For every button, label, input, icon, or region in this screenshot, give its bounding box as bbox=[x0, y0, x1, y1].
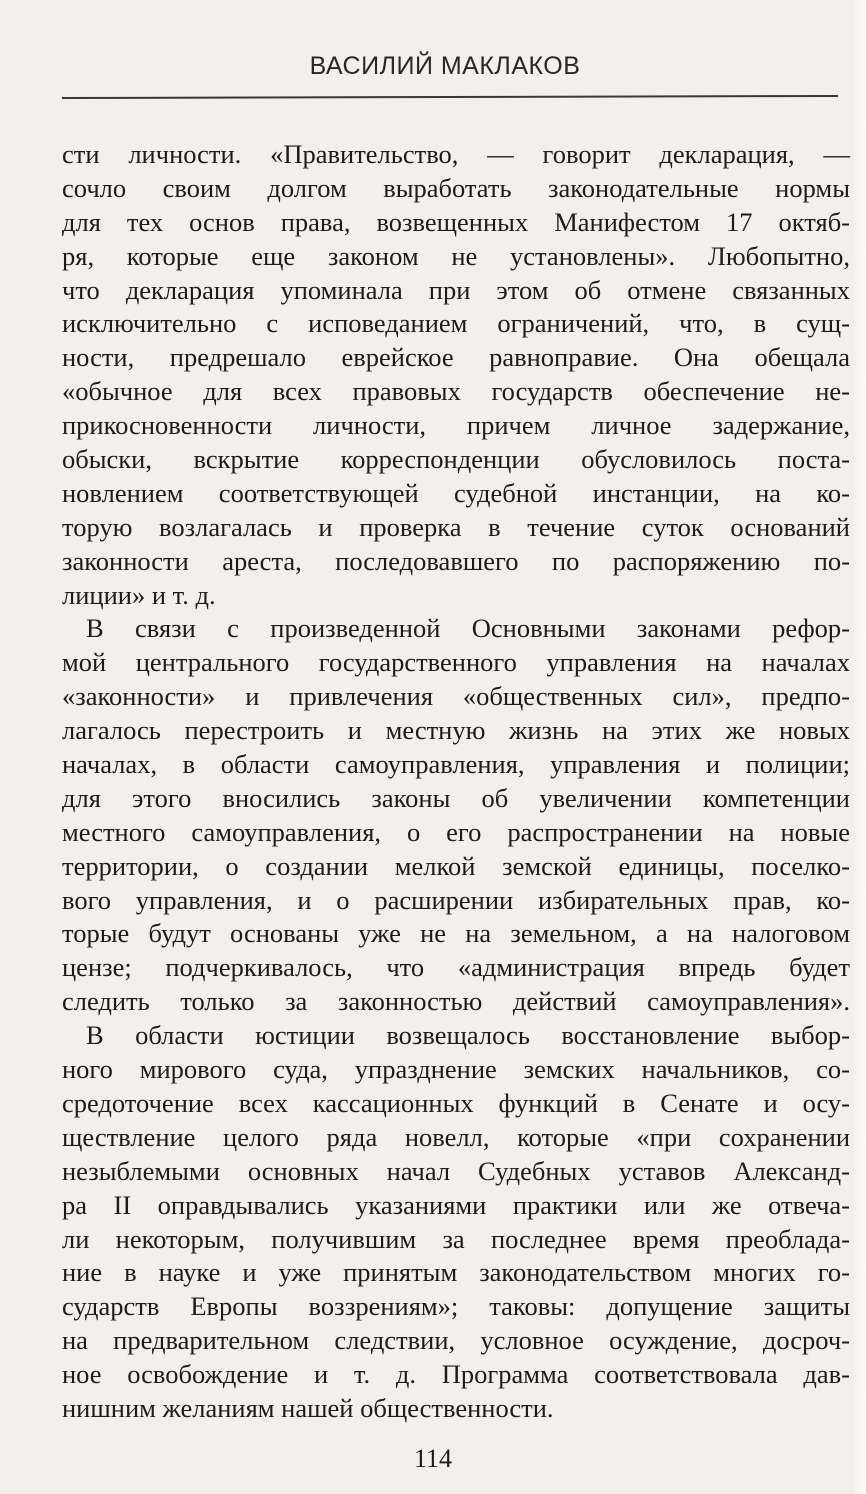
text-line: ное освобождение и т. д. Программа соответствовала дав- bbox=[62, 1359, 850, 1390]
text-line: средоточение всех кассационных функций в Сенате и осу- bbox=[62, 1087, 850, 1118]
text-line: сударств Европы воззрениям»; таковы: допущение защиты bbox=[62, 1291, 850, 1322]
text-line: местного самоуправления, о его распространении на новые bbox=[62, 816, 850, 847]
text-line: обыски, вскрытие корреспонденции обусловилось поста- bbox=[62, 444, 850, 475]
text-line: территории, о создании мелкой земской единицы, поселко- bbox=[62, 850, 850, 881]
text-line: цензе; подчеркивалось, что «администрация впредь будет bbox=[62, 952, 850, 983]
page-number: 114 bbox=[413, 1444, 453, 1473]
text-line: ря, которые еще законом не установлены». Любопытно, bbox=[62, 240, 850, 271]
text-line: для этого вносились законы об увеличении компетенции bbox=[62, 782, 850, 813]
text-line: ществление целого ряда новелл, которые «при сохранении bbox=[62, 1121, 850, 1152]
text-line: торую возлагалась и проверка в течение суток оснований bbox=[62, 511, 850, 542]
text-line: сочло своим долгом выработать законодательные нормы bbox=[62, 172, 850, 203]
text-line: законности ареста, последовавшего по распоряжению по- bbox=[62, 545, 850, 576]
text-line: следить только за законностью действий самоуправления». bbox=[62, 986, 850, 1017]
text-line: новлением соответствующей судебной инстанции, на ко- bbox=[62, 477, 850, 508]
body-text bbox=[62, 138, 850, 1426]
text-line: ного мирового суда, упразднение земских начальников, со- bbox=[62, 1054, 850, 1085]
text-line: вого управления, и о расширении избирательных прав, ко- bbox=[62, 884, 850, 915]
text-line: лагалось перестроить и местную жизнь на этих же новых bbox=[62, 715, 850, 746]
text-line: ра II оправдывались указаниями практики или же отвеча- bbox=[62, 1189, 850, 1220]
text-line: прикосновенности личности, причем личное задержание, bbox=[62, 410, 850, 441]
text-line: для тех основ права, возвещенных Манифестом 17 октяб- bbox=[62, 206, 850, 237]
text-line: лиции» и т. д. bbox=[62, 579, 216, 610]
text-line: началах, в области самоуправления, управления и полиции; bbox=[62, 749, 850, 780]
text-line: ли некоторым, получившим за последнее время преоблада- bbox=[62, 1223, 850, 1254]
text-line: незыблемыми основных начал Судебных уставов Александ- bbox=[62, 1155, 850, 1186]
text-line: В области юстиции возвещалось восстановление выбор- bbox=[86, 1020, 850, 1051]
text-line: ности, предрешало еврейское равноправие. Она обещала bbox=[62, 342, 850, 373]
text-line: нишним желаниям нашей общественности. bbox=[62, 1392, 554, 1423]
page-edge bbox=[852, 0, 866, 1494]
text-line: на предварительном следствии, условное осуждение, досроч- bbox=[62, 1325, 850, 1356]
text-line: В связи с произведенной Основными законами рефор- bbox=[86, 613, 850, 644]
header-rule bbox=[62, 95, 838, 99]
text-line: «обычное для всех правовых государств обеспечение не- bbox=[62, 376, 850, 407]
text-line: ние в науке и уже принятым законодательством многих го- bbox=[62, 1257, 850, 1288]
text-line: «законности» и привлечения «общественных сил», предпо- bbox=[62, 681, 850, 712]
text-line: мой центрального государственного управления на началах bbox=[62, 647, 850, 678]
running-header: ВАСИЛИЙ МАКЛАКОВ bbox=[309, 52, 581, 80]
text-line: исключительно с исповеданием ограничений, что, в сущ- bbox=[62, 308, 850, 339]
text-line: торые будут основаны уже не на земельном, а на налоговом bbox=[62, 918, 850, 949]
text-line: сти личности. «Правительство, — говорит декларация, — bbox=[62, 139, 850, 169]
text-line: что декларация упоминала при этом об отмене связанных bbox=[62, 274, 850, 305]
